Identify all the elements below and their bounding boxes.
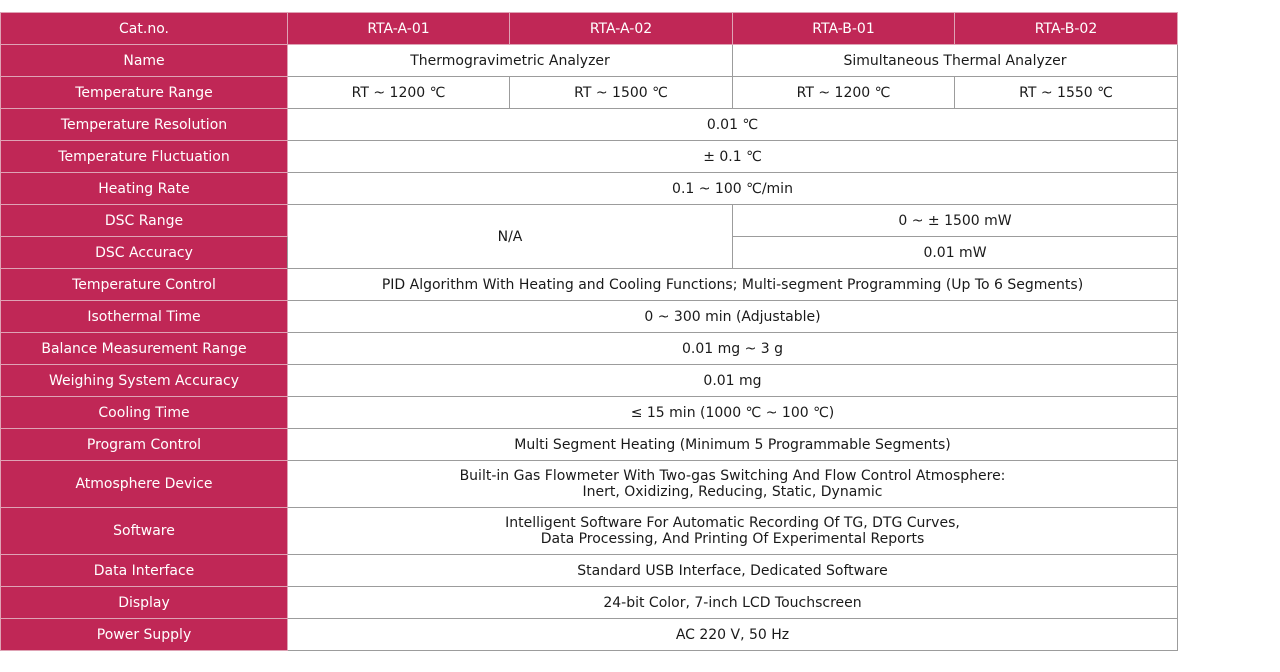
row-label: Program Control: [1, 429, 288, 461]
cell-value: RT ~ 1500 ℃: [510, 77, 733, 109]
row-temperature-control: [1, 269, 1178, 301]
dsc-range-b: 0 ~ ± 1500 mW: [733, 205, 1178, 237]
model-rta-b-02: RTA-B-02: [955, 13, 1178, 45]
row-label: Software: [1, 508, 288, 555]
model-rta-a-02: RTA-A-02: [510, 13, 733, 45]
row-power-supply: [1, 619, 1178, 651]
row-temperature-fluctuation: [1, 141, 1178, 173]
name-group-b: Simultaneous Thermal Analyzer: [733, 45, 1178, 77]
row-heating-rate: [1, 173, 1178, 205]
row-label: Temperature Fluctuation: [1, 141, 288, 173]
software-line-1: Intelligent Software For Automatic Recording Of TG, DTG Curves,: [505, 515, 960, 531]
row-label: Temperature Control: [1, 269, 288, 301]
cell-value: 24-bit Color, 7-inch LCD Touchscreen: [288, 587, 1178, 619]
row-isothermal-time: [1, 301, 1178, 333]
row-dsc-range: [1, 205, 1178, 237]
row-name: [1, 45, 1178, 77]
header-label: Cat.no.: [1, 13, 288, 45]
row-label: Weighing System Accuracy: [1, 365, 288, 397]
dsc-accuracy-b: 0.01 mW: [733, 237, 1178, 269]
row-label: Temperature Range: [1, 77, 288, 109]
cell-value: AC 220 V, 50 Hz: [288, 619, 1178, 651]
atmosphere-line-1: Built-in Gas Flowmeter With Two-gas Switching And Flow Control Atmosphere:: [459, 468, 1006, 484]
row-balance-measurement-range: [1, 333, 1178, 365]
model-rta-b-01: RTA-B-01: [733, 13, 955, 45]
cell-value: ≤ 15 min (1000 ℃ ~ 100 ℃): [288, 397, 1178, 429]
row-program-control: [1, 429, 1178, 461]
model-rta-a-01: RTA-A-01: [288, 13, 510, 45]
row-label: Heating Rate: [1, 173, 288, 205]
row-software: [1, 508, 1178, 555]
cell-value: Standard USB Interface, Dedicated Software: [288, 555, 1178, 587]
row-label: Cooling Time: [1, 397, 288, 429]
row-label: Power Supply: [1, 619, 288, 651]
atmosphere-line-2: Inert, Oxidizing, Reducing, Static, Dynamic: [582, 484, 883, 500]
row-label: Atmosphere Device: [1, 461, 288, 508]
row-label: Balance Measurement Range: [1, 333, 288, 365]
software-value: [288, 508, 1178, 555]
dsc-group-a: N/A: [288, 205, 733, 269]
cell-value: Multi Segment Heating (Minimum 5 Programmable Segments): [288, 429, 1178, 461]
cell-value: RT ~ 1200 ℃: [733, 77, 955, 109]
row-cooling-time: [1, 397, 1178, 429]
cell-value: RT ~ 1200 ℃: [288, 77, 510, 109]
cell-value: 0.01 mg: [288, 365, 1178, 397]
row-display: [1, 587, 1178, 619]
atmosphere-value: [288, 461, 1178, 508]
row-temperature-range: [1, 77, 1178, 109]
row-atmosphere-device: [1, 461, 1178, 508]
cell-value: RT ~ 1550 ℃: [955, 77, 1178, 109]
row-label: DSC Range: [1, 205, 288, 237]
header-row: [1, 13, 1178, 45]
name-group-a: Thermogravimetric Analyzer: [288, 45, 733, 77]
row-label: Isothermal Time: [1, 301, 288, 333]
row-label: Name: [1, 45, 288, 77]
cell-value: 0.01 ℃: [288, 109, 1178, 141]
row-temperature-resolution: [1, 109, 1178, 141]
row-label: Temperature Resolution: [1, 109, 288, 141]
row-label: Data Interface: [1, 555, 288, 587]
software-line-2: Data Processing, And Printing Of Experimental Reports: [540, 531, 925, 547]
cell-value: 0.01 mg ~ 3 g: [288, 333, 1178, 365]
row-data-interface: [1, 555, 1178, 587]
cell-value: 0.1 ~ 100 ℃/min: [288, 173, 1178, 205]
cell-value: ± 0.1 ℃: [288, 141, 1178, 173]
cell-value: PID Algorithm With Heating and Cooling Functions; Multi-segment Programming (Up To 6 Segments): [288, 269, 1178, 301]
cell-value: 0 ~ 300 min (Adjustable): [288, 301, 1178, 333]
row-label: DSC Accuracy: [1, 237, 288, 269]
row-weighing-system-accuracy: [1, 365, 1178, 397]
row-label: Display: [1, 587, 288, 619]
spec-table: [0, 12, 1178, 651]
